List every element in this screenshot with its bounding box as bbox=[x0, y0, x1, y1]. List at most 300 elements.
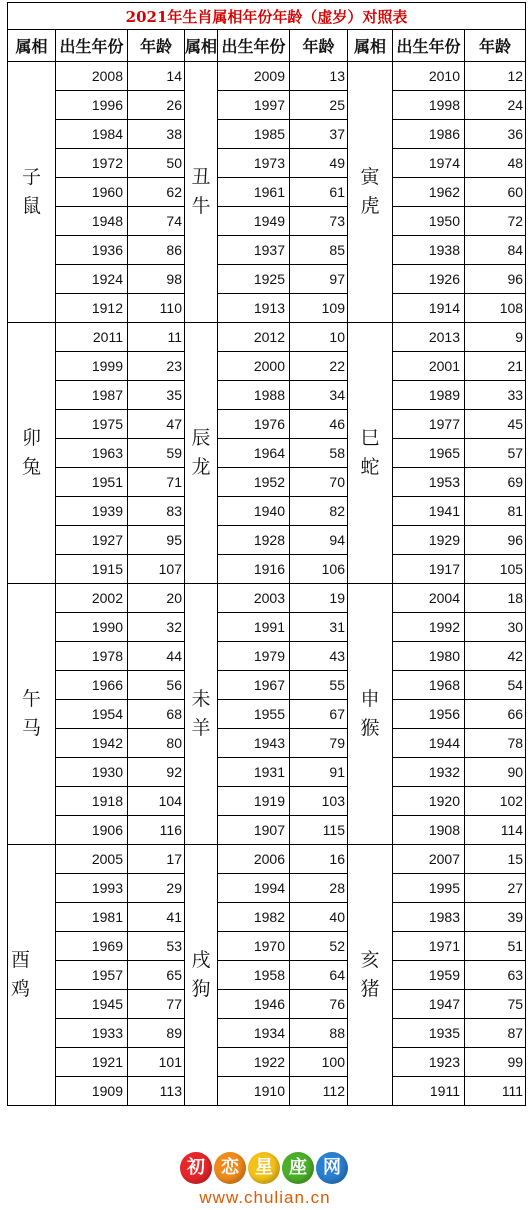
birth-year-cell: 1971 bbox=[393, 932, 465, 961]
age-cell: 105 bbox=[465, 555, 526, 584]
age-cell: 62 bbox=[128, 178, 185, 207]
birth-year-cell: 1993 bbox=[56, 874, 128, 903]
age-cell: 96 bbox=[465, 526, 526, 555]
table-row bbox=[8, 874, 526, 903]
birth-year-cell: 2011 bbox=[56, 323, 128, 352]
age-cell: 110 bbox=[128, 294, 185, 323]
birth-year-cell: 2001 bbox=[393, 352, 465, 381]
zodiac-name bbox=[348, 62, 393, 323]
table-row bbox=[8, 961, 526, 990]
age-cell: 45 bbox=[465, 410, 526, 439]
birth-year-cell: 1985 bbox=[218, 120, 290, 149]
birth-year-cell: 1927 bbox=[56, 526, 128, 555]
zodiac-name bbox=[185, 584, 218, 845]
age-cell: 99 bbox=[465, 1048, 526, 1077]
age-cell: 63 bbox=[465, 961, 526, 990]
age-cell: 18 bbox=[465, 584, 526, 613]
birth-year-cell: 1937 bbox=[218, 236, 290, 265]
table-row bbox=[8, 1048, 526, 1077]
age-cell: 89 bbox=[128, 1019, 185, 1048]
zodiac-header: 属相 bbox=[185, 30, 218, 62]
birth-year-cell: 1965 bbox=[393, 439, 465, 468]
age-cell: 59 bbox=[128, 439, 185, 468]
birth-year-cell: 1980 bbox=[393, 642, 465, 671]
table-row bbox=[8, 555, 526, 584]
age-cell: 38 bbox=[128, 120, 185, 149]
age-cell: 81 bbox=[465, 497, 526, 526]
zodiac-char: 辰 bbox=[191, 427, 211, 449]
age-cell: 73 bbox=[290, 207, 348, 236]
birth-year-cell: 1908 bbox=[393, 816, 465, 845]
age-cell: 14 bbox=[128, 62, 185, 91]
year-header: 出生年份 bbox=[393, 30, 465, 62]
age-cell: 100 bbox=[290, 1048, 348, 1077]
birth-year-cell: 1989 bbox=[393, 381, 465, 410]
age-cell: 70 bbox=[290, 468, 348, 497]
age-cell: 53 bbox=[128, 932, 185, 961]
site-footer bbox=[0, 1148, 530, 1210]
age-cell: 72 bbox=[465, 207, 526, 236]
birth-year-cell: 1976 bbox=[218, 410, 290, 439]
table-row bbox=[8, 758, 526, 787]
zodiac-char: 兔 bbox=[21, 456, 41, 478]
age-cell: 80 bbox=[128, 729, 185, 758]
zodiac-char: 未 bbox=[191, 688, 211, 710]
birth-year-cell: 1957 bbox=[56, 961, 128, 990]
age-cell: 44 bbox=[128, 642, 185, 671]
header-row bbox=[8, 30, 526, 62]
birth-year-cell: 1943 bbox=[218, 729, 290, 758]
age-cell: 103 bbox=[290, 787, 348, 816]
zodiac-char: 寅 bbox=[360, 166, 380, 188]
age-cell: 82 bbox=[290, 497, 348, 526]
zodiac-char: 猪 bbox=[360, 978, 380, 1000]
birth-year-cell: 2003 bbox=[218, 584, 290, 613]
birth-year-cell: 2007 bbox=[393, 845, 465, 874]
age-cell: 112 bbox=[290, 1077, 348, 1106]
site-url[interactable]: www.chulian.cn bbox=[199, 1188, 331, 1207]
age-cell: 68 bbox=[128, 700, 185, 729]
table-title: 2021年生肖属相年份年龄（虚岁）对照表 bbox=[8, 3, 526, 30]
birth-year-cell: 1994 bbox=[218, 874, 290, 903]
zodiac-char: 马 bbox=[21, 717, 41, 739]
birth-year-cell: 1962 bbox=[393, 178, 465, 207]
zodiac-name bbox=[348, 323, 393, 584]
birth-year-cell: 1973 bbox=[218, 149, 290, 178]
zodiac-name bbox=[185, 62, 218, 323]
age-cell: 23 bbox=[128, 352, 185, 381]
table-row bbox=[8, 352, 526, 381]
table-row bbox=[8, 845, 526, 874]
table-row bbox=[8, 149, 526, 178]
birth-year-cell: 1959 bbox=[393, 961, 465, 990]
birth-year-cell: 1944 bbox=[393, 729, 465, 758]
zodiac-char: 丑 bbox=[191, 166, 211, 188]
birth-year-cell: 1941 bbox=[393, 497, 465, 526]
birth-year-cell: 1964 bbox=[218, 439, 290, 468]
age-cell: 65 bbox=[128, 961, 185, 990]
zodiac-name bbox=[8, 845, 56, 1106]
birth-year-cell: 2008 bbox=[56, 62, 128, 91]
birth-year-cell: 1988 bbox=[218, 381, 290, 410]
age-cell: 30 bbox=[465, 613, 526, 642]
age-cell: 22 bbox=[290, 352, 348, 381]
zodiac-char: 鼠 bbox=[21, 195, 41, 217]
age-cell: 15 bbox=[465, 845, 526, 874]
birth-year-cell: 1931 bbox=[218, 758, 290, 787]
birth-year-cell: 1995 bbox=[393, 874, 465, 903]
age-cell: 101 bbox=[128, 1048, 185, 1077]
age-cell: 47 bbox=[128, 410, 185, 439]
birth-year-cell: 1928 bbox=[218, 526, 290, 555]
table-row bbox=[8, 526, 526, 555]
zodiac-header: 属相 bbox=[8, 30, 56, 62]
table-row bbox=[8, 816, 526, 845]
age-cell: 46 bbox=[290, 410, 348, 439]
birth-year-cell: 1914 bbox=[393, 294, 465, 323]
birth-year-cell: 1987 bbox=[56, 381, 128, 410]
zodiac-name bbox=[348, 584, 393, 845]
birth-year-cell: 1920 bbox=[393, 787, 465, 816]
logo-bubble: 网 bbox=[316, 1152, 348, 1184]
zodiac-char: 龙 bbox=[191, 456, 211, 478]
birth-year-cell: 1963 bbox=[56, 439, 128, 468]
zodiac-char: 牛 bbox=[191, 195, 211, 217]
zodiac-char: 羊 bbox=[191, 717, 211, 739]
birth-year-cell: 1960 bbox=[56, 178, 128, 207]
table-body bbox=[8, 62, 526, 1106]
age-cell: 34 bbox=[290, 381, 348, 410]
age-cell: 21 bbox=[465, 352, 526, 381]
birth-year-cell: 1935 bbox=[393, 1019, 465, 1048]
logo-bubble: 初 bbox=[180, 1152, 212, 1184]
zodiac-char: 卯 bbox=[21, 427, 41, 449]
age-cell: 20 bbox=[128, 584, 185, 613]
zodiac-char: 申 bbox=[360, 688, 380, 710]
age-cell: 66 bbox=[465, 700, 526, 729]
age-cell: 50 bbox=[128, 149, 185, 178]
age-cell: 54 bbox=[465, 671, 526, 700]
zodiac-name bbox=[348, 845, 393, 1106]
birth-year-cell: 1940 bbox=[218, 497, 290, 526]
age-cell: 87 bbox=[465, 1019, 526, 1048]
birth-year-cell: 1997 bbox=[218, 91, 290, 120]
zodiac-name bbox=[185, 323, 218, 584]
age-cell: 88 bbox=[290, 1019, 348, 1048]
zodiac-char: 蛇 bbox=[360, 456, 380, 478]
birth-year-cell: 1955 bbox=[218, 700, 290, 729]
age-cell: 78 bbox=[465, 729, 526, 758]
age-cell: 40 bbox=[290, 903, 348, 932]
birth-year-cell: 1991 bbox=[218, 613, 290, 642]
birth-year-cell: 1954 bbox=[56, 700, 128, 729]
age-cell: 58 bbox=[290, 439, 348, 468]
birth-year-cell: 1939 bbox=[56, 497, 128, 526]
birth-year-cell: 1979 bbox=[218, 642, 290, 671]
birth-year-cell: 1922 bbox=[218, 1048, 290, 1077]
table-row bbox=[8, 207, 526, 236]
birth-year-cell: 1990 bbox=[56, 613, 128, 642]
table-row bbox=[8, 584, 526, 613]
zodiac-name bbox=[185, 845, 218, 1106]
table-row bbox=[8, 729, 526, 758]
age-cell: 111 bbox=[465, 1077, 526, 1106]
zodiac-char: 子 bbox=[21, 166, 41, 188]
birth-year-cell: 1930 bbox=[56, 758, 128, 787]
age-cell: 74 bbox=[128, 207, 185, 236]
birth-year-cell: 1996 bbox=[56, 91, 128, 120]
age-cell: 97 bbox=[290, 265, 348, 294]
zodiac-char: 午 bbox=[21, 688, 41, 710]
age-cell: 55 bbox=[290, 671, 348, 700]
age-cell: 49 bbox=[290, 149, 348, 178]
birth-year-cell: 2004 bbox=[393, 584, 465, 613]
age-cell: 16 bbox=[290, 845, 348, 874]
site-logo[interactable] bbox=[180, 1152, 352, 1186]
birth-year-cell: 1926 bbox=[393, 265, 465, 294]
birth-year-cell: 1948 bbox=[56, 207, 128, 236]
birth-year-cell: 1972 bbox=[56, 149, 128, 178]
table-row bbox=[8, 236, 526, 265]
table-row bbox=[8, 410, 526, 439]
table-row bbox=[8, 1077, 526, 1106]
age-cell: 104 bbox=[128, 787, 185, 816]
year-header: 出生年份 bbox=[218, 30, 290, 62]
age-cell: 92 bbox=[128, 758, 185, 787]
zodiac-age-table bbox=[7, 2, 526, 1106]
age-cell: 76 bbox=[290, 990, 348, 1019]
age-cell: 19 bbox=[290, 584, 348, 613]
birth-year-cell: 1977 bbox=[393, 410, 465, 439]
age-cell: 60 bbox=[465, 178, 526, 207]
age-cell: 32 bbox=[128, 613, 185, 642]
logo-bubble: 星 bbox=[248, 1152, 280, 1184]
age-cell: 26 bbox=[128, 91, 185, 120]
age-cell: 85 bbox=[290, 236, 348, 265]
birth-year-cell: 1967 bbox=[218, 671, 290, 700]
table-row bbox=[8, 62, 526, 91]
age-cell: 64 bbox=[290, 961, 348, 990]
age-cell: 27 bbox=[465, 874, 526, 903]
age-cell: 52 bbox=[290, 932, 348, 961]
birth-year-cell: 1936 bbox=[56, 236, 128, 265]
birth-year-cell: 1919 bbox=[218, 787, 290, 816]
birth-year-cell: 1934 bbox=[218, 1019, 290, 1048]
age-cell: 69 bbox=[465, 468, 526, 497]
table-row bbox=[8, 903, 526, 932]
birth-year-cell: 1917 bbox=[393, 555, 465, 584]
zodiac-char: 狗 bbox=[191, 978, 211, 1000]
birth-year-cell: 1956 bbox=[393, 700, 465, 729]
age-cell: 37 bbox=[290, 120, 348, 149]
age-header: 年龄 bbox=[290, 30, 348, 62]
age-cell: 13 bbox=[290, 62, 348, 91]
table-row bbox=[8, 178, 526, 207]
birth-year-cell: 1947 bbox=[393, 990, 465, 1019]
table-row bbox=[8, 613, 526, 642]
birth-year-cell: 2013 bbox=[393, 323, 465, 352]
table-row bbox=[8, 120, 526, 149]
birth-year-cell: 1929 bbox=[393, 526, 465, 555]
age-cell: 86 bbox=[128, 236, 185, 265]
zodiac-name bbox=[8, 323, 56, 584]
age-cell: 48 bbox=[465, 149, 526, 178]
age-cell: 43 bbox=[290, 642, 348, 671]
age-cell: 91 bbox=[290, 758, 348, 787]
birth-year-cell: 1969 bbox=[56, 932, 128, 961]
age-cell: 29 bbox=[128, 874, 185, 903]
age-cell: 116 bbox=[128, 816, 185, 845]
birth-year-cell: 1938 bbox=[393, 236, 465, 265]
table-row bbox=[8, 91, 526, 120]
age-cell: 83 bbox=[128, 497, 185, 526]
table-row bbox=[8, 294, 526, 323]
birth-year-cell: 1958 bbox=[218, 961, 290, 990]
table-row bbox=[8, 700, 526, 729]
age-cell: 67 bbox=[290, 700, 348, 729]
birth-year-cell: 1970 bbox=[218, 932, 290, 961]
age-cell: 106 bbox=[290, 555, 348, 584]
birth-year-cell: 1907 bbox=[218, 816, 290, 845]
birth-year-cell: 1978 bbox=[56, 642, 128, 671]
table-row bbox=[8, 381, 526, 410]
age-cell: 9 bbox=[465, 323, 526, 352]
birth-year-cell: 2002 bbox=[56, 584, 128, 613]
zodiac-char: 鸡 bbox=[11, 978, 31, 1000]
age-cell: 71 bbox=[128, 468, 185, 497]
age-cell: 51 bbox=[465, 932, 526, 961]
birth-year-cell: 1923 bbox=[393, 1048, 465, 1077]
zodiac-char: 戌 bbox=[191, 949, 211, 971]
birth-year-cell: 1916 bbox=[218, 555, 290, 584]
age-cell: 36 bbox=[465, 120, 526, 149]
table-row bbox=[8, 265, 526, 294]
age-cell: 12 bbox=[465, 62, 526, 91]
table-row bbox=[8, 932, 526, 961]
table-row bbox=[8, 671, 526, 700]
age-cell: 56 bbox=[128, 671, 185, 700]
birth-year-cell: 1911 bbox=[393, 1077, 465, 1106]
table-row bbox=[8, 990, 526, 1019]
table-row bbox=[8, 468, 526, 497]
logo-bubble: 座 bbox=[282, 1152, 314, 1184]
birth-year-cell: 1945 bbox=[56, 990, 128, 1019]
birth-year-cell: 1924 bbox=[56, 265, 128, 294]
birth-year-cell: 1942 bbox=[56, 729, 128, 758]
birth-year-cell: 1915 bbox=[56, 555, 128, 584]
birth-year-cell: 1925 bbox=[218, 265, 290, 294]
birth-year-cell: 1974 bbox=[393, 149, 465, 178]
birth-year-cell: 1992 bbox=[393, 613, 465, 642]
table-row bbox=[8, 497, 526, 526]
zodiac-char: 猴 bbox=[360, 717, 380, 739]
zodiac-name bbox=[8, 62, 56, 323]
age-cell: 77 bbox=[128, 990, 185, 1019]
zodiac-char: 酉 bbox=[11, 949, 31, 971]
zodiac-char: 巳 bbox=[360, 427, 380, 449]
age-cell: 39 bbox=[465, 903, 526, 932]
birth-year-cell: 2010 bbox=[393, 62, 465, 91]
birth-year-cell: 1952 bbox=[218, 468, 290, 497]
age-cell: 98 bbox=[128, 265, 185, 294]
age-cell: 33 bbox=[465, 381, 526, 410]
table-row bbox=[8, 787, 526, 816]
age-cell: 10 bbox=[290, 323, 348, 352]
birth-year-cell: 1950 bbox=[393, 207, 465, 236]
birth-year-cell: 1983 bbox=[393, 903, 465, 932]
birth-year-cell: 1909 bbox=[56, 1077, 128, 1106]
birth-year-cell: 1953 bbox=[393, 468, 465, 497]
birth-year-cell: 1946 bbox=[218, 990, 290, 1019]
age-cell: 57 bbox=[465, 439, 526, 468]
birth-year-cell: 1933 bbox=[56, 1019, 128, 1048]
logo-bubble: 恋 bbox=[214, 1152, 246, 1184]
age-cell: 90 bbox=[465, 758, 526, 787]
age-cell: 115 bbox=[290, 816, 348, 845]
birth-year-cell: 1982 bbox=[218, 903, 290, 932]
age-cell: 109 bbox=[290, 294, 348, 323]
birth-year-cell: 1998 bbox=[393, 91, 465, 120]
birth-year-cell: 1961 bbox=[218, 178, 290, 207]
birth-year-cell: 2012 bbox=[218, 323, 290, 352]
age-cell: 35 bbox=[128, 381, 185, 410]
table-row bbox=[8, 323, 526, 352]
birth-year-cell: 1918 bbox=[56, 787, 128, 816]
birth-year-cell: 2000 bbox=[218, 352, 290, 381]
year-header: 出生年份 bbox=[56, 30, 128, 62]
birth-year-cell: 1986 bbox=[393, 120, 465, 149]
birth-year-cell: 2006 bbox=[218, 845, 290, 874]
zodiac-header: 属相 bbox=[348, 30, 393, 62]
birth-year-cell: 2009 bbox=[218, 62, 290, 91]
age-cell: 42 bbox=[465, 642, 526, 671]
age-cell: 114 bbox=[465, 816, 526, 845]
zodiac-name bbox=[8, 584, 56, 845]
age-cell: 75 bbox=[465, 990, 526, 1019]
age-cell: 95 bbox=[128, 526, 185, 555]
zodiac-char: 虎 bbox=[360, 195, 380, 217]
birth-year-cell: 1968 bbox=[393, 671, 465, 700]
age-header: 年龄 bbox=[465, 30, 526, 62]
age-cell: 108 bbox=[465, 294, 526, 323]
birth-year-cell: 1981 bbox=[56, 903, 128, 932]
birth-year-cell: 1910 bbox=[218, 1077, 290, 1106]
age-cell: 113 bbox=[128, 1077, 185, 1106]
age-cell: 107 bbox=[128, 555, 185, 584]
age-cell: 24 bbox=[465, 91, 526, 120]
birth-year-cell: 1913 bbox=[218, 294, 290, 323]
age-cell: 11 bbox=[128, 323, 185, 352]
birth-year-cell: 1912 bbox=[56, 294, 128, 323]
table-row bbox=[8, 1019, 526, 1048]
birth-year-cell: 1966 bbox=[56, 671, 128, 700]
age-cell: 94 bbox=[290, 526, 348, 555]
age-cell: 79 bbox=[290, 729, 348, 758]
age-cell: 31 bbox=[290, 613, 348, 642]
age-cell: 96 bbox=[465, 265, 526, 294]
age-cell: 17 bbox=[128, 845, 185, 874]
table-row bbox=[8, 642, 526, 671]
age-cell: 28 bbox=[290, 874, 348, 903]
birth-year-cell: 1951 bbox=[56, 468, 128, 497]
age-cell: 84 bbox=[465, 236, 526, 265]
age-header: 年龄 bbox=[128, 30, 185, 62]
zodiac-char: 亥 bbox=[360, 949, 380, 971]
birth-year-cell: 1984 bbox=[56, 120, 128, 149]
age-cell: 41 bbox=[128, 903, 185, 932]
table-row bbox=[8, 439, 526, 468]
birth-year-cell: 1975 bbox=[56, 410, 128, 439]
